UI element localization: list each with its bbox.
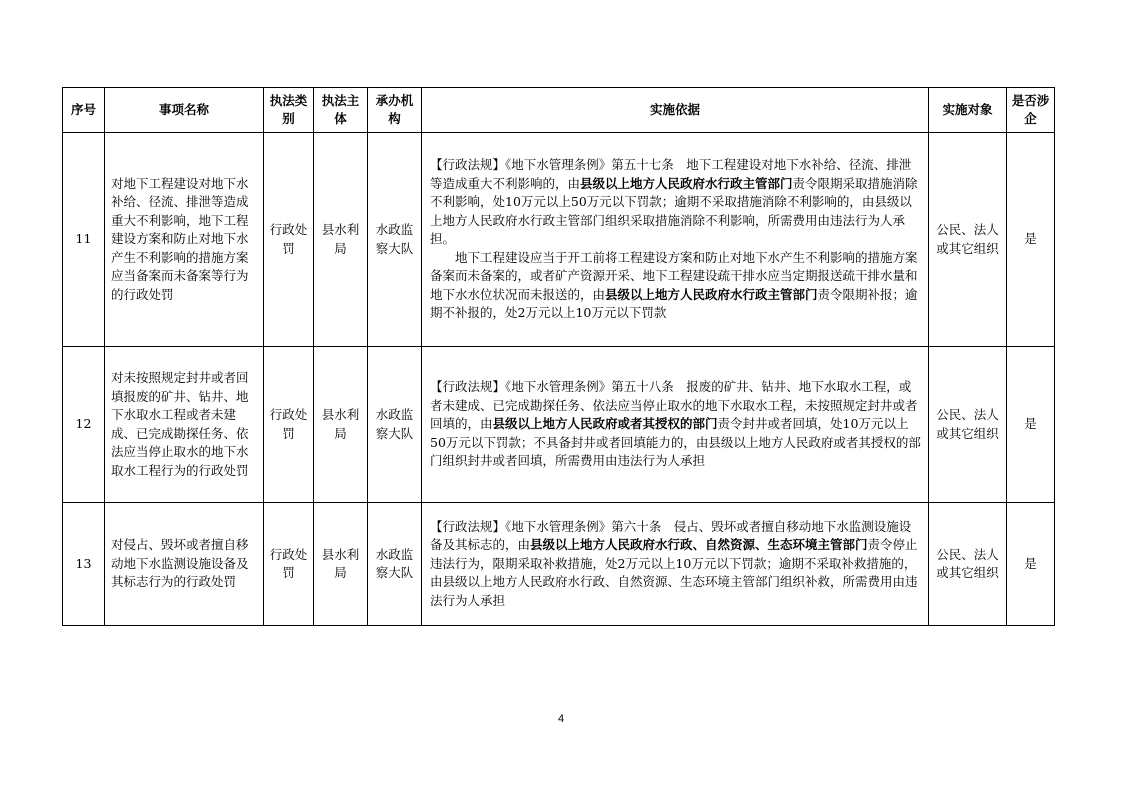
row-item-name: 对未按照规定封井或者回填报废的矿井、钻井、地下水取水工程或者未建成、已完成勘探任务、依法应当停止取水的地下水取水工程行为的行政处罚 xyxy=(105,347,264,503)
header-target: 实施对象 xyxy=(929,88,1007,133)
row-involves-enterprise: 是 xyxy=(1007,133,1055,347)
header-item-name: 事项名称 xyxy=(105,88,264,133)
basis-paragraph xyxy=(430,249,922,323)
row-item-name: 对地下工程建设对地下水补给、径流、排泄等造成重大不利影响，地下工程建设方案和防止对地下水产生不利影响的措施方案应当备案而未备案等行为的行政处罚 xyxy=(105,133,264,347)
basis-text: 地下工程建设应当于开工前将工程建设方案和防止对地下水产生不利影响的措施方案备案而未备案的，或者矿产资源开采、地下工程建设疏干排水应当定期报送疏干排水量和地下水水位状况而未报送的，由 xyxy=(430,249,918,302)
row-enforcement-subject: 县水利局 xyxy=(314,347,368,503)
row-enforcement-type: 行政处罚 xyxy=(264,503,314,626)
row-enforcement-subject: 县水利局 xyxy=(314,503,368,626)
page-number: 4 xyxy=(557,713,565,725)
table-row xyxy=(63,503,1055,626)
row-seq: 11 xyxy=(63,133,105,347)
table-row xyxy=(63,347,1055,503)
row-item-name: 对侵占、毁坏或者擅自移动地下水监测设施设备及其标志行为的行政处罚 xyxy=(105,503,264,626)
header-seq: 序号 xyxy=(63,88,105,133)
basis-authority-bold: 县级以上地方人民政府或者其授权的部门 xyxy=(492,416,718,432)
header-enforcement-subject: 执法主体 xyxy=(314,88,368,133)
basis-text: 【行政法规】《地下水管理条例》第五十八条 报废的矿井、钻井、地下水取水工程，或者未建成、已完成勘探任务、依法应当停止取水的地下水取水工程，未按照规定封井或者回填的，由 xyxy=(430,379,918,432)
basis-text: 责令限期补报；逾期不补报的，处2万元以上10万元以下罚款 xyxy=(430,286,918,321)
basis-authority-bold: 县级以上地方人民政府水行政主管部门 xyxy=(605,286,818,302)
row-basis xyxy=(422,347,929,503)
enforcement-items-table xyxy=(62,87,1055,626)
basis-text: 【行政法规】《地下水管理条例》第六十条 侵占、毁坏或者擅自移动地下水监测设施设备及其标志的，由 xyxy=(430,518,912,553)
row-enforcement-subject: 县水利局 xyxy=(314,133,368,347)
basis-paragraph xyxy=(430,156,922,249)
table-header-row xyxy=(63,88,1055,133)
header-undertaking-agency: 承办机构 xyxy=(368,88,422,133)
row-basis xyxy=(422,133,929,347)
row-undertaking-agency: 水政监察大队 xyxy=(368,347,422,503)
header-basis: 实施依据 xyxy=(422,88,929,133)
row-undertaking-agency: 水政监察大队 xyxy=(368,133,422,347)
basis-text: 【行政法规】《地下水管理条例》第五十七条 地下工程建设对地下水补给、径流、排泄等造成重大不利影响的，由 xyxy=(430,157,912,191)
row-involves-enterprise: 是 xyxy=(1007,347,1055,503)
header-enforcement-type: 执法类别 xyxy=(264,88,314,133)
row-involves-enterprise: 是 xyxy=(1007,503,1055,626)
row-enforcement-type: 行政处罚 xyxy=(264,347,314,503)
row-target: 公民、法人或其它组织 xyxy=(929,347,1007,503)
row-enforcement-type: 行政处罚 xyxy=(264,133,314,347)
basis-text: 责令限期采取措施消除不利影响，处10万元以上50万元以下罚款；逾期不采取措施消除不利影响的，由县级以上地方人民政府水行政主管部门组织采取措施消除不利影响，所需费用由违法行为人承担。 xyxy=(430,175,918,247)
basis-authority-bold: 县级以上地方人民政府水行政主管部门 xyxy=(580,175,793,191)
row-undertaking-agency: 水政监察大队 xyxy=(368,503,422,626)
row-seq: 13 xyxy=(63,503,105,626)
basis-text: 责令停止违法行为，限期采取补救措施，处2万元以上10万元以下罚款；逾期不采取补救措施的，由县级以上地方人民政府水行政、自然资源、生态环境主管部门组织补救，所需费用由违法行为人承担 xyxy=(430,537,918,608)
row-basis xyxy=(422,503,929,626)
table-row xyxy=(63,133,1055,347)
row-target: 公民、法人或其它组织 xyxy=(929,503,1007,626)
basis-text: 责令封井或者回填，处10万元以上50万元以下罚款；不具备封井或者回填能力的，由县级以上地方人民政府或者其授权的部门组织封井或者回填，所需费用由违法行为人承担 xyxy=(430,416,921,469)
basis-authority-bold: 县级以上地方人民政府水行政、自然资源、生态环境主管部门 xyxy=(530,537,868,553)
header-involves-enterprise: 是否涉企 xyxy=(1007,88,1055,133)
row-seq: 12 xyxy=(63,347,105,503)
row-target: 公民、法人或其它组织 xyxy=(929,133,1007,347)
